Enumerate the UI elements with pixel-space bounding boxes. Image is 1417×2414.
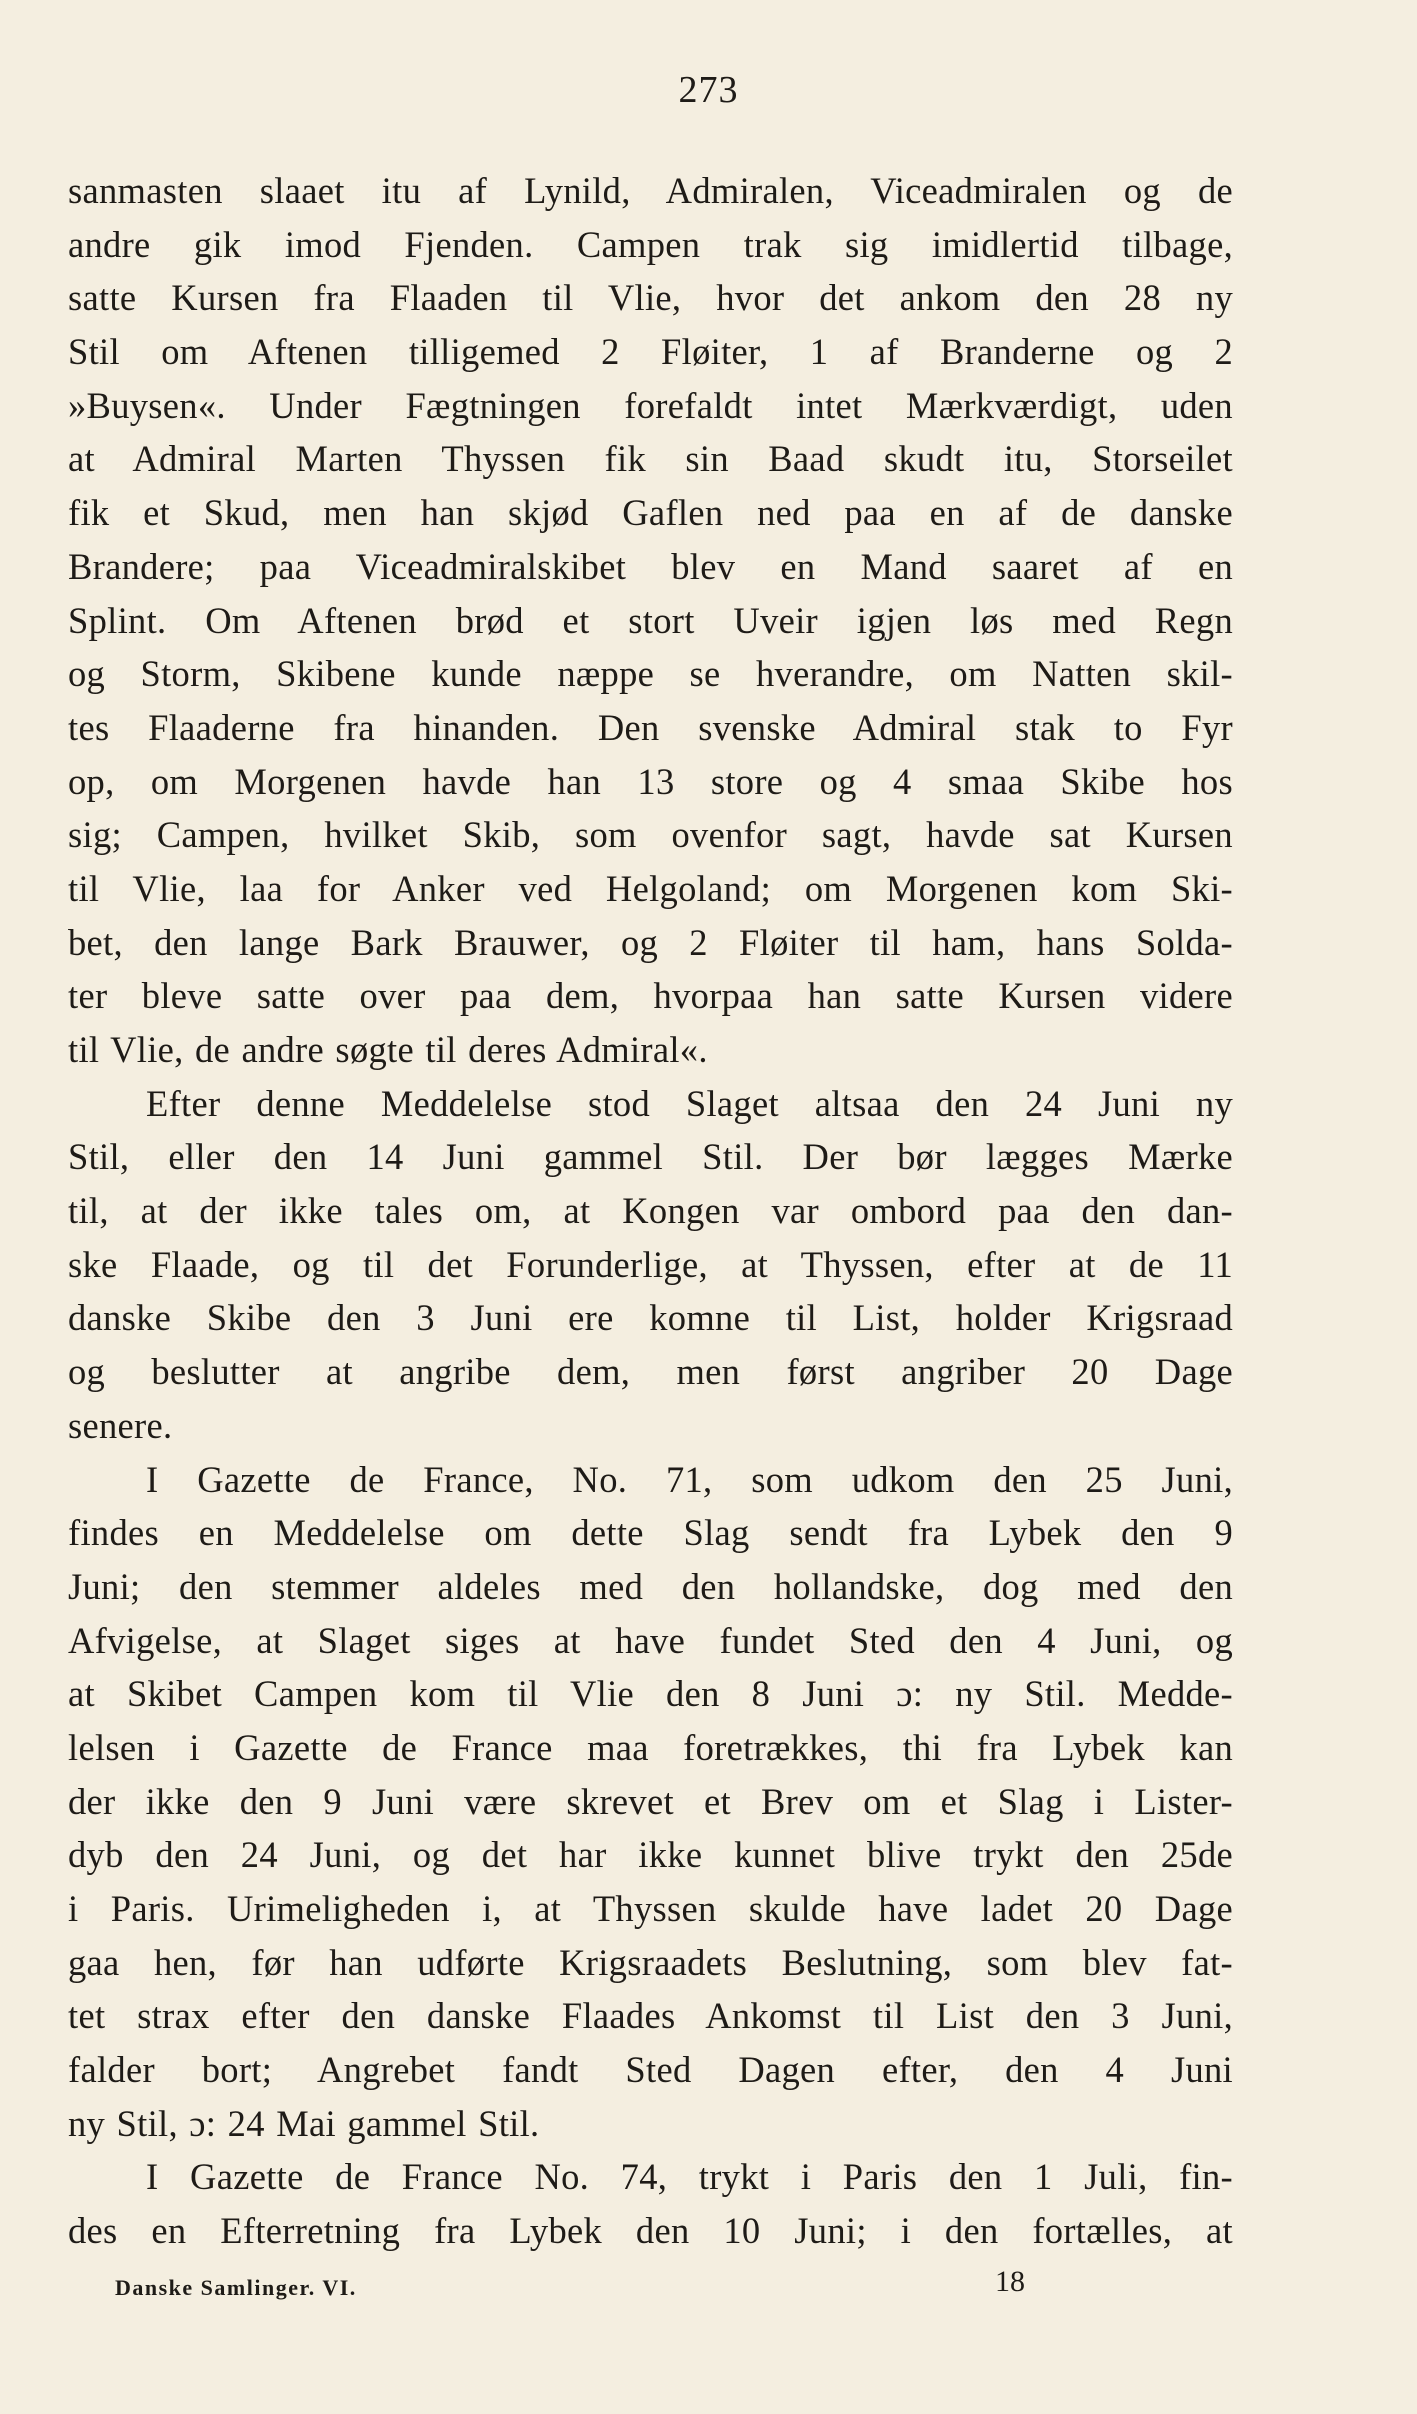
text-line: sanmasten slaaet itu af Lynild, Admiralen, Viceadmiralen og de [68, 170, 1233, 211]
text-line: Stil, eller den 14 Juni gammel Stil. Der bør lægges Mærke [68, 1136, 1233, 1178]
text-line: Brandere; paa Viceadmiralskibet blev en Mand saaret af en [68, 545, 1233, 587]
text-line: Afvigelse, at Slaget siges at have fundet Sted den 4 Juni, og [68, 1619, 1233, 1661]
text-line: I Gazette de France, No. 71, som udkom den 25 Juni, [146, 1458, 1233, 1500]
text-line: satte Kursen fra Flaaden til Vlie, hvor det ankom den 28 ny [68, 277, 1233, 319]
text-line: i Paris. Urimeligheden i, at Thyssen skulde have ladet 20 Dage [68, 1888, 1233, 1929]
text-line: at Admiral Marten Thyssen fik sin Baad skudt itu, Storseilet [68, 438, 1233, 480]
page-number: 273 [678, 69, 739, 111]
text-line: senere. [68, 1404, 173, 1446]
text-line: lelsen i Gazette de France maa foretrækkes, thi fra Lybek kan [68, 1726, 1233, 1768]
text-line: Juni; den stemmer aldeles med den hollandske, dog med den [68, 1565, 1233, 1607]
page-footer [0, 2265, 1417, 2315]
text-line: og Storm, Skibene kunde næppe se hverandre, om Natten skil- [68, 653, 1233, 695]
text-line: sig; Campen, hvilket Skib, som ovenfor sagt, havde sat Kursen [68, 814, 1233, 856]
text-line: bet, den lange Bark Brauwer, og 2 Fløiter til ham, hans Solda- [68, 921, 1233, 963]
text-line: fik et Skud, men han skjød Gaflen ned paa en af de danske [68, 492, 1233, 534]
text-line: tet strax efter den danske Flaades Ankomst til List den 3 Juni, [68, 1995, 1233, 2037]
text-line: ter bleve satte over paa dem, hvorpaa han satte Kursen videre [68, 975, 1233, 1017]
text-line: findes en Meddelelse om dette Slag sendt fra Lybek den 9 [68, 1512, 1233, 1554]
text-line: til, at der ikke tales om, at Kongen var ombord paa den dan- [68, 1190, 1233, 1232]
text-line: til Vlie, laa for Anker ved Helgoland; om Morgenen kom Ski- [68, 867, 1233, 909]
text-line: dyb den 24 Juni, og det har ikke kunnet blive trykt den 25de [68, 1834, 1233, 1876]
text-line: danske Skibe den 3 Juni ere komne til List, holder Krigsraad [68, 1297, 1233, 1339]
text-line: Splint. Om Aftenen brød et stort Uveir igjen løs med Regn [68, 599, 1233, 641]
text-line: og beslutter at angribe dem, men først angriber 20 Dage [68, 1351, 1233, 1393]
text-line: til Vlie, de andre søgte til deres Admiral«. [68, 1029, 708, 1070]
text-line: op, om Morgenen havde han 13 store og 4 smaa Skibe hos [68, 760, 1233, 802]
text-line: Efter denne Meddelelse stod Slaget altsaa den 24 Juni ny [146, 1082, 1233, 1124]
text-line: gaa hen, før han udførte Krigsraadets Beslutning, som blev fat- [68, 1941, 1233, 1983]
text-line: ny Stil, ɔ: 24 Mai gammel Stil. [68, 2102, 540, 2144]
text-line: »Buysen«. Under Fægtningen forefaldt intet Mærkværdigt, uden [68, 384, 1233, 426]
signature-mark: 18 [995, 2265, 1025, 2298]
text-line: andre gik imod Fjenden. Campen trak sig imidlertid tilbage, [68, 223, 1233, 265]
footer-title: Danske Samlinger. VI. [115, 2275, 357, 2300]
text-line: tes Flaaderne fra hinanden. Den svenske Admiral stak to Fyr [68, 706, 1233, 748]
text-line: I Gazette de France No. 74, trykt i Paris den 1 Juli, fin- [146, 2156, 1233, 2198]
text-line: ske Flaade, og til det Forunderlige, at Thyssen, efter at de 11 [68, 1243, 1233, 1285]
text-line: der ikke den 9 Juni være skrevet et Brev om et Slag i Lister- [68, 1780, 1233, 1822]
text-line: at Skibet Campen kom til Vlie den 8 Juni ɔ: ny Stil. Medde- [68, 1673, 1233, 1715]
body-text [68, 164, 1233, 2258]
text-line: Stil om Aftenen tilligemed 2 Fløiter, 1 af Branderne og 2 [68, 331, 1233, 373]
text-line: falder bort; Angrebet fandt Sted Dagen efter, den 4 Juni [68, 2049, 1233, 2091]
text-line: des en Efterretning fra Lybek den 10 Juni; i den fortælles, at [68, 2210, 1233, 2252]
